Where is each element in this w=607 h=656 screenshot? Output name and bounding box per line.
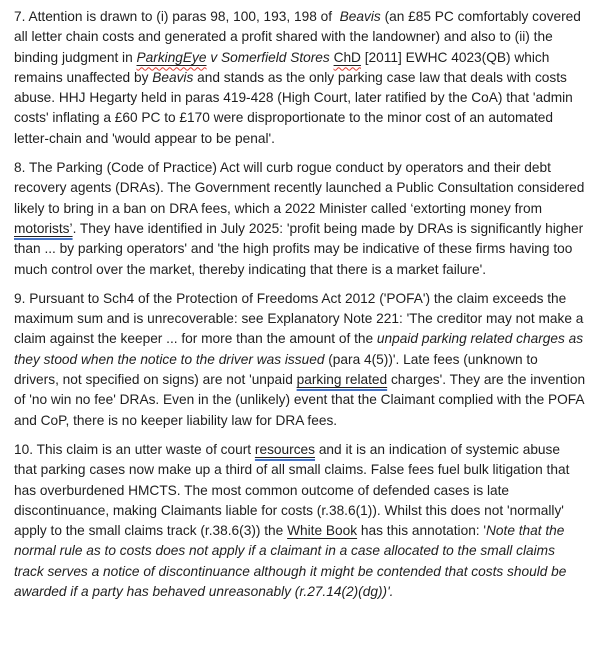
link-resources[interactable]: resources (254, 441, 316, 457)
link-parkingeye[interactable]: ParkingEye (136, 49, 207, 65)
text-run: (para 4(5))'. Late fees (unknown to drivers, not specified on signs) are not 'unpaid (14, 351, 542, 388)
paragraph-9 (14, 289, 589, 431)
paragraph-8 (14, 158, 589, 280)
text-run: 9. Pursuant to Sch4 of the Protection of Freedoms Act 2012 ('POFA') the claim exceeds the maximum sum and is unrecoverable: see Explanatory Note 221: 'The creditor may not make a claim against the keeper ... for more than the amount of the (14, 290, 588, 347)
text-run: Note that the normal rule as to costs does not apply if a claimant in a case allocated to the small claims track serves a notice of discontinuance although it might be contended that costs should be awarded if a party has behaved unreasonably (r.27.14(2)(dg))'. (14, 523, 571, 600)
text-run: . They have identified in July 2025: 'profit being made by DRAs is significantly higher than ... by parking operators' and 'the high profits may be indicative of these firms having too much control over the market, thereby indicating that there is a market failure'. (14, 220, 587, 277)
paragraph-7 (14, 7, 586, 149)
text-run: [2011] EWHC 4023(QB) which remains unaffected by (14, 49, 554, 85)
grammar-underline (14, 221, 73, 236)
document-body (14, 7, 593, 602)
text-run: unpaid parking related charges as they stood when the notice to the driver was issued (14, 331, 587, 367)
link-parking-related[interactable]: parking related (296, 372, 388, 388)
text-run: and stands as the only parking case law that deals with costs abuse. HHJ Hegarty held in paras 419-428 (High Court, later ratified by the CoA) that 'admin costs' inflating a £60 PC to £170 were disproportionate to the minor cost of an automated letter-chain and 'would appear to be penal'. (14, 69, 577, 146)
text-run: Beavis (152, 69, 194, 85)
text-run: has this annotation: ' (357, 523, 487, 539)
link-white-book[interactable]: White Book (287, 523, 358, 539)
paragraph-10 (14, 440, 586, 602)
grammar-underline (297, 372, 388, 387)
text-run: 10. This claim is an utter waste of court (14, 441, 255, 457)
text-run: v Somerfield Stores (206, 49, 330, 65)
grammar-underline (255, 442, 315, 457)
text-run: and it is an indication of systemic abuse that parking cases now make up a third of all small claims. False fees fuel bulk litigation that has overburdened HMCTS. The most common outcome of defended cases is late discontinuance, making Claimants liable for costs (r.38.6(1)). Whilst this does not 'normally' apply to the small claims track (r.38.6(3)) the (14, 441, 574, 539)
text-run: 8. The Parking (Code of Practice) Act will curb rogue conduct by operators and their debt recovery agents (DRAs). The Government recently launched a Public Consultation considered likely to bring in a ban on DRA fees, which a 2022 Minister called ‘extorting money from (14, 160, 589, 216)
spellcheck-squiggle (334, 50, 361, 65)
text-run: Beavis (339, 9, 381, 24)
text-run: (an £85 PC comfortably covered all letter chain costs and generated a profit shared with the landowner) and also to (ii) the binding judgment in (14, 9, 585, 65)
link-motorists[interactable]: motorists’ (14, 220, 73, 236)
spellcheck-squiggle (137, 50, 207, 65)
text-run: charges'. They are the invention of 'no win no fee' DRAs. Even in the (unlikely) event that the Claimant complied with the POFA and CoP, there is no keeper liability law for DRA fees. (14, 372, 589, 428)
text-run: 7. Attention is drawn to (i) paras 98, 100, 193, 198 of (14, 9, 340, 24)
link-chd[interactable]: ChD (333, 49, 361, 65)
